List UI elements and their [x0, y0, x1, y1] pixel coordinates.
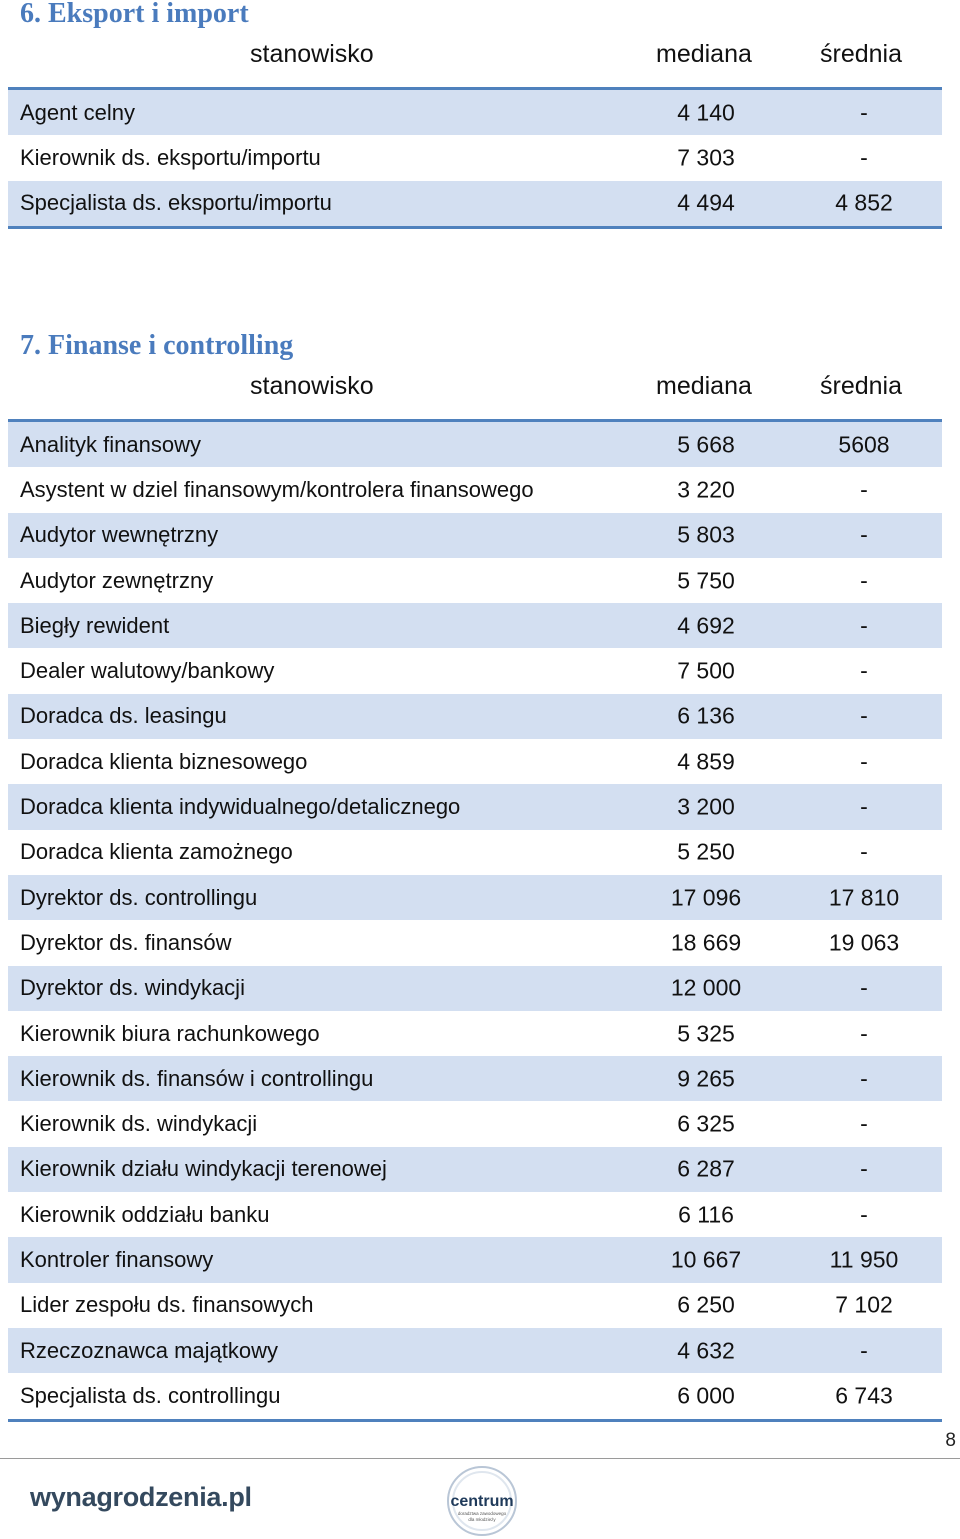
position-cell: Lider zespołu ds. finansowych [20, 1292, 314, 1318]
average-cell: - [860, 748, 868, 775]
table-row [8, 513, 942, 558]
position-cell: Doradca klienta zamożnego [20, 839, 293, 865]
table-row [8, 422, 942, 467]
table-header-finance-controlling [8, 366, 942, 406]
table-row [8, 1328, 942, 1373]
median-cell: 5 750 [677, 567, 735, 594]
median-cell: 5 668 [677, 431, 735, 458]
table-row [8, 739, 942, 784]
median-cell: 4 692 [677, 612, 735, 639]
table-header-export-import [8, 34, 942, 74]
table-row [8, 558, 942, 603]
median-cell: 4 494 [677, 189, 735, 216]
average-cell: - [860, 838, 868, 865]
table-row [8, 90, 942, 135]
position-cell: Analityk finansowy [20, 431, 201, 457]
table-row [8, 1373, 942, 1418]
table-row [8, 1101, 942, 1146]
table-row [8, 830, 942, 875]
position-cell: Audytor wewnętrzny [20, 522, 219, 548]
position-cell: Specjalista ds. controllingu [20, 1382, 281, 1408]
average-cell: - [860, 793, 868, 820]
position-cell: Biegły rewident [20, 612, 170, 638]
average-cell: - [860, 567, 868, 594]
table-row [8, 603, 942, 648]
average-cell: 17 810 [828, 884, 900, 911]
median-cell: 5 325 [677, 1020, 735, 1046]
average-cell: - [860, 1065, 868, 1092]
table-row [8, 1147, 942, 1192]
header-median: mediana [656, 40, 752, 68]
centrum-logo-icon [446, 1465, 518, 1537]
section-title-export-import: 6. Eksport i import [20, 0, 249, 29]
position-cell: Agent celny [20, 99, 135, 125]
centrum-logo-text: centrum [450, 1493, 514, 1510]
median-cell: 5 803 [677, 521, 735, 548]
table-row [8, 875, 942, 920]
header-position: stanowisko [250, 40, 374, 68]
position-cell: Kontroler finansowy [20, 1246, 214, 1272]
table-row [8, 694, 942, 739]
position-cell: Rzeczoznawca majątkowy [20, 1337, 278, 1363]
average-cell: - [860, 1337, 868, 1364]
average-cell: - [860, 521, 868, 548]
median-cell: 6 250 [677, 1291, 735, 1318]
position-cell: Dyrektor ds. windykacji [20, 975, 245, 1001]
position-cell: Specjalista ds. eksportu/importu [20, 190, 332, 216]
position-cell: Dealer walutowy/bankowy [20, 658, 275, 684]
table-row [8, 784, 942, 829]
table-row [8, 966, 942, 1011]
footer-divider [0, 1458, 960, 1459]
average-cell: - [860, 1110, 868, 1137]
table-finance-controlling [8, 419, 942, 1422]
table-row [8, 1283, 942, 1328]
average-cell: - [860, 1155, 868, 1182]
table-row [8, 920, 942, 965]
table-row [8, 1192, 942, 1237]
table-row [8, 648, 942, 693]
average-cell: - [860, 99, 868, 126]
median-cell: 6 116 [678, 1201, 734, 1228]
table-row [8, 181, 942, 226]
average-cell: - [860, 144, 868, 171]
median-cell: 6 287 [677, 1155, 735, 1182]
median-cell: 3 220 [677, 476, 735, 503]
median-cell: 18 669 [670, 929, 742, 956]
average-cell: 4 852 [835, 189, 893, 216]
table-row [8, 467, 942, 512]
median-cell: 3 200 [677, 793, 735, 820]
position-cell: Doradca klienta indywidualnego/detalicznego [20, 794, 461, 820]
average-cell: 11 950 [829, 1246, 899, 1273]
average-cell: - [860, 1201, 868, 1228]
median-cell: 5 250 [677, 838, 735, 865]
position-cell: Doradca ds. leasingu [20, 703, 227, 729]
average-cell: - [860, 657, 868, 684]
position-cell: Audytor zewnętrzny [20, 567, 214, 593]
average-cell: - [860, 1020, 868, 1046]
header-position: stanowisko [250, 372, 374, 400]
header-average: średnia [820, 372, 902, 400]
header-average: średnia [820, 40, 902, 68]
average-cell: 6 743 [835, 1382, 893, 1409]
position-cell: Kierownik działu windykacji terenowej [20, 1156, 387, 1182]
position-cell: Kierownik ds. finansów i controllingu [20, 1065, 374, 1091]
average-cell: - [860, 612, 868, 639]
position-cell: Asystent w dziel finansowym/kontrolera finansowego [20, 476, 534, 502]
average-cell: 5608 [838, 431, 890, 458]
median-cell: 4 632 [677, 1337, 735, 1364]
table-row [8, 1237, 942, 1282]
median-cell: 7 303 [677, 144, 735, 171]
table-row [8, 135, 942, 180]
section-title-finance-controlling: 7. Finanse i controlling [20, 330, 294, 361]
median-cell: 6 136 [677, 702, 735, 729]
table-export-import [8, 87, 942, 229]
svg-text:doradztwa zawodowego: doradztwa zawodowego [457, 1511, 507, 1516]
median-cell: 10 667 [670, 1246, 742, 1273]
median-cell: 7 500 [677, 657, 735, 684]
position-cell: Kierownik oddziału banku [20, 1201, 270, 1227]
position-cell: Kierownik ds. eksportu/importu [20, 144, 321, 170]
average-cell: - [860, 702, 868, 729]
average-cell: 19 063 [828, 929, 900, 956]
median-cell: 6 000 [677, 1382, 735, 1409]
median-cell: 4 140 [677, 99, 735, 126]
median-cell: 17 096 [670, 884, 742, 911]
median-cell: 9 265 [677, 1065, 735, 1092]
position-cell: Dyrektor ds. controllingu [20, 884, 258, 910]
average-cell: - [860, 974, 868, 1001]
site-logo: wynagrodzenia.pl [30, 1482, 252, 1512]
median-cell: 12 000 [670, 974, 742, 1001]
page-number: 8 [945, 1430, 956, 1451]
table-row [8, 1056, 942, 1101]
table-row [8, 1011, 942, 1056]
position-cell: Kierownik ds. windykacji [20, 1111, 258, 1137]
average-cell: 7 102 [835, 1291, 893, 1318]
svg-text:dla młodzieży: dla młodzieży [468, 1517, 496, 1522]
median-cell: 6 325 [677, 1110, 735, 1137]
position-cell: Kierownik biura rachunkowego [20, 1020, 320, 1046]
header-median: mediana [656, 372, 752, 400]
position-cell: Dyrektor ds. finansów [20, 929, 232, 955]
average-cell: - [860, 476, 868, 503]
median-cell: 4 859 [677, 748, 735, 775]
position-cell: Doradca klienta biznesowego [20, 748, 308, 774]
